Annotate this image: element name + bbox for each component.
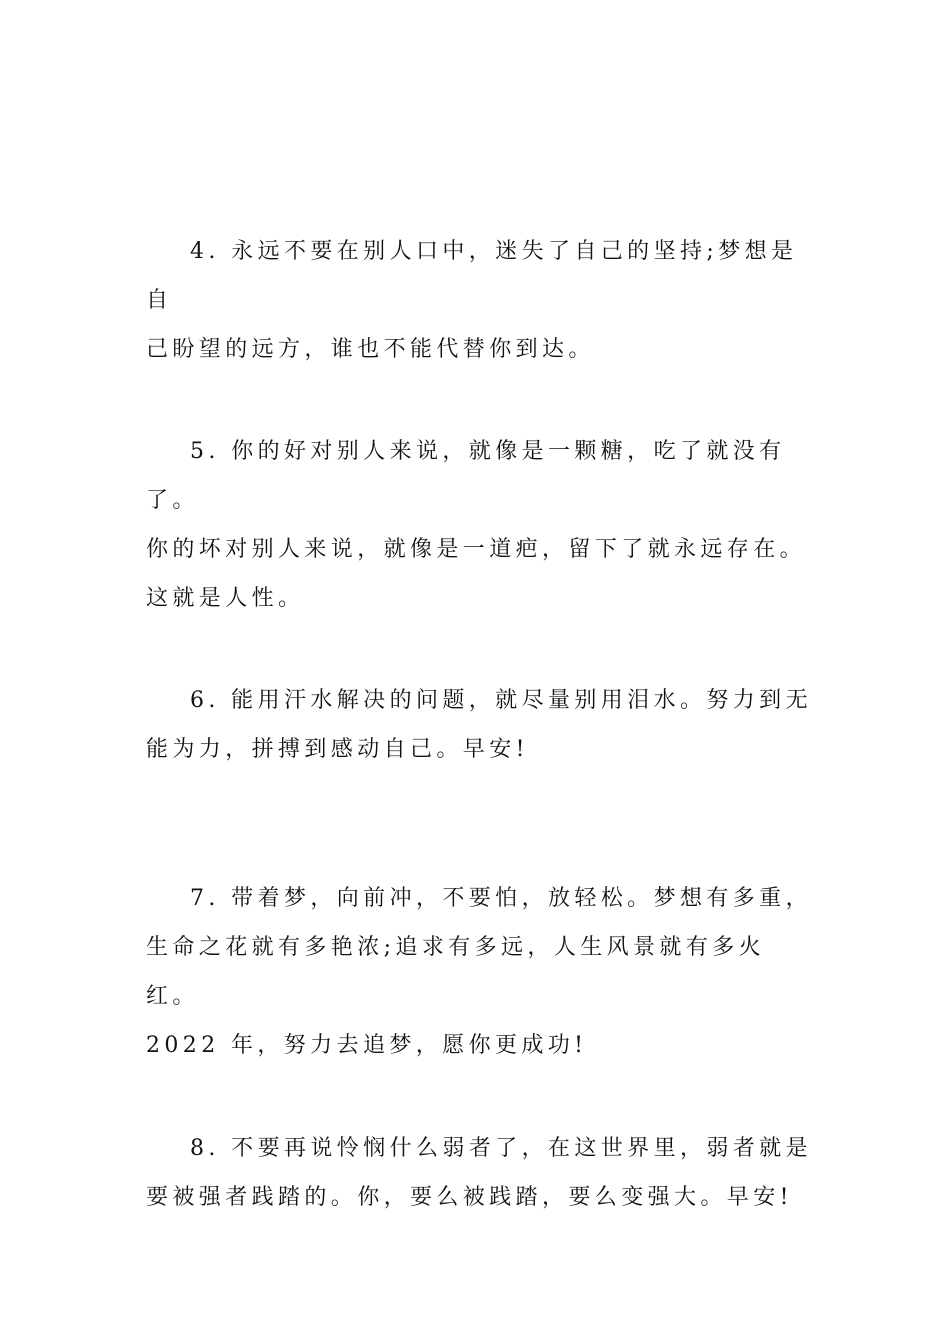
paragraph-line: 这就是人性。 [146,586,305,611]
paragraph-line: 生命之花就有多艳浓;追求有多远，人生风景就有多火红。 [146,935,766,1009]
paragraph-7 [146,874,816,1070]
paragraph-line: 6. 能用汗水解决的问题，就尽量别用泪水。努力到无 [190,688,812,713]
paragraph-line: 要被强者践踏的。你，要么被践踏，要么变强大。早安! [146,1185,793,1210]
paragraph-line: 4. 永远不要在别人口中，迷失了自己的坚持;梦想是自 [146,239,798,313]
paragraph-line: 能为力，拼搏到感动自己。早安! [146,737,529,762]
paragraph-line: 8. 不要再说怜悯什么弱者了，在这世界里，弱者就是 [190,1136,812,1161]
paragraph-6 [146,676,816,774]
paragraph-8 [146,1124,816,1222]
paragraph-4 [146,227,816,374]
paragraph-line: 2022 年，努力去追梦，愿你更成功! [146,1033,588,1058]
paragraph-line: 7. 带着梦，向前冲，不要怕，放轻松。梦想有多重， [190,886,812,911]
paragraph-line: 你的坏对别人来说，就像是一道疤，留下了就永远存在。 [146,537,807,562]
paragraph-line: 5. 你的好对别人来说，就像是一颗糖，吃了就没有了。 [146,439,786,513]
paragraph-5 [146,427,816,623]
paragraph-line: 己盼望的远方，谁也不能代替你到达。 [146,337,595,362]
